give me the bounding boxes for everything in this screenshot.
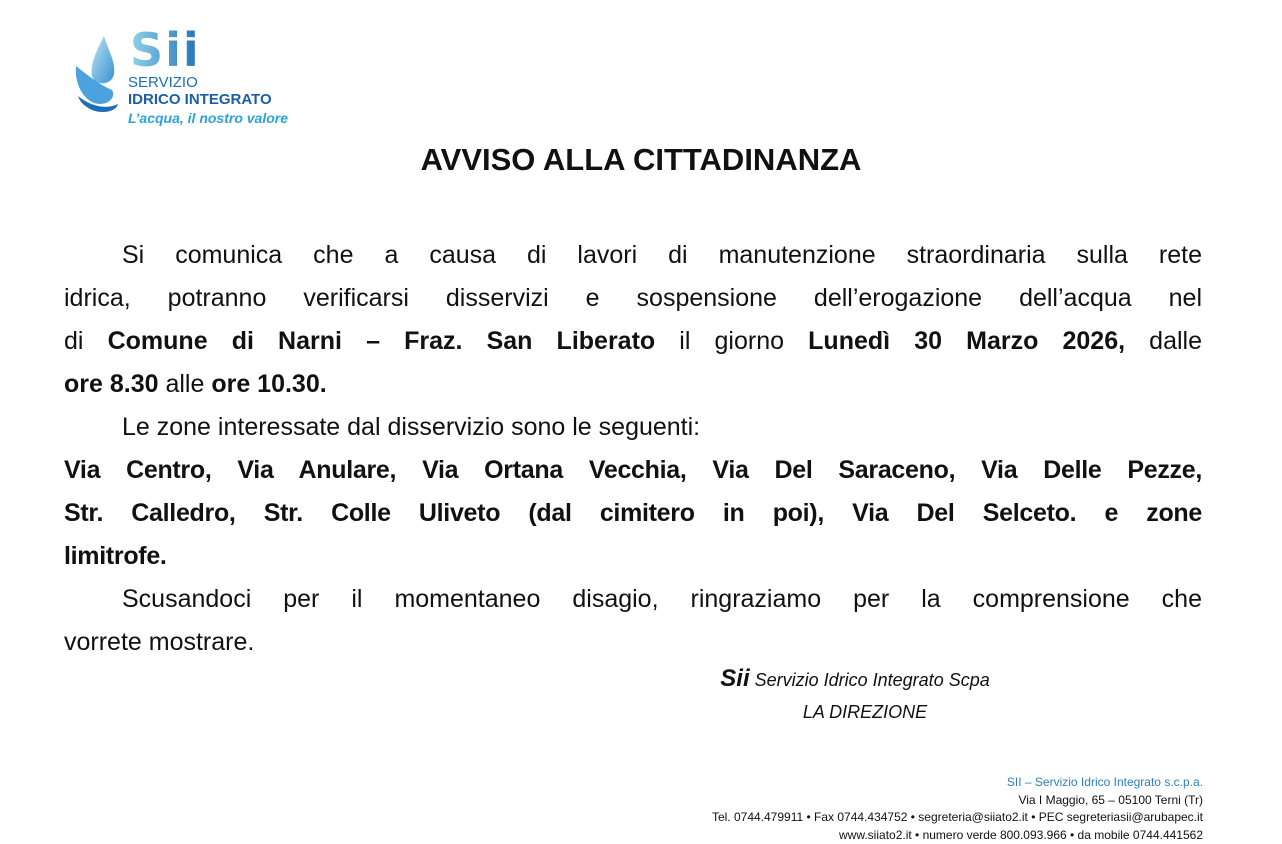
text: alle [158,370,212,398]
paragraph-line [64,363,1202,406]
logo-mark: Sii [130,23,201,77]
company-logo [72,23,292,128]
water-drop-icon [72,34,128,114]
logo-line-2: IDRICO INTEGRATO [128,91,272,108]
location: Comune di Narni – Fraz. San Liberato [107,327,656,355]
text: di [64,327,108,355]
footer-contacts: Tel. 0744.479911 • Fax 0744.434752 • segreteria@siiato2.it • PEC segreteriasii@arubapec.it [711,810,1203,824]
footer [712,774,1203,844]
signature-company-name: Servizio Idrico Integrato Scpa [749,670,990,690]
paragraph-line: idrica, potranno verificarsi disservizi e sospensione dell’erogazione dell’acqua nel [64,284,1202,312]
paragraph-line: Le zone interessate dal disservizio sono le seguenti: [122,413,701,441]
footer-web: www.siiato2.it • numero verde 800.093.966 • da mobile 0744.441562 [839,827,1203,842]
page-title: AVVISO ALLA CITTADINANZA [420,142,862,177]
start-time: ore 8.30 [64,370,159,398]
paragraph-line: vorrete mostrare. [64,628,255,656]
footer-company: SII – Servizio Idrico Integrato s.c.p.a. [1006,775,1203,789]
signature-mark: Sii [720,665,750,692]
footer-address: Via I Maggio, 65 – 05100 Terni (Tr) [1018,792,1203,807]
paragraph-line [64,320,1202,363]
paragraph-line: Scusandoci per il momentaneo disagio, ringraziamo per la comprensione che [122,585,1202,613]
signature-role: LA DIREZIONE [802,702,928,722]
text: il giorno [655,327,809,355]
end-time: ore 10.30. [211,370,327,398]
notice-body [64,234,1202,664]
paragraph-line: Si comunica che a causa di lavori di manutenzione straordinaria sulla rete [122,241,1202,269]
zones-line: Via Centro, Via Anulare, Via Ortana Vecchia, Via Del Saraceno, Via Delle Pezze, [64,456,1202,484]
text: dalle [1125,327,1203,355]
zones-line: limitrofe. [64,542,167,570]
date: Lunedì 30 Marzo 2026, [808,327,1126,355]
zones-line: Str. Calledro, Str. Colle Uliveto (dal cimitero in poi), Via Del Selceto. e zone [64,499,1202,527]
logo-tagline: L’acqua, il nostro valore [128,110,289,126]
signature-company [600,664,1110,695]
logo-line-1: SERVIZIO [128,74,198,91]
